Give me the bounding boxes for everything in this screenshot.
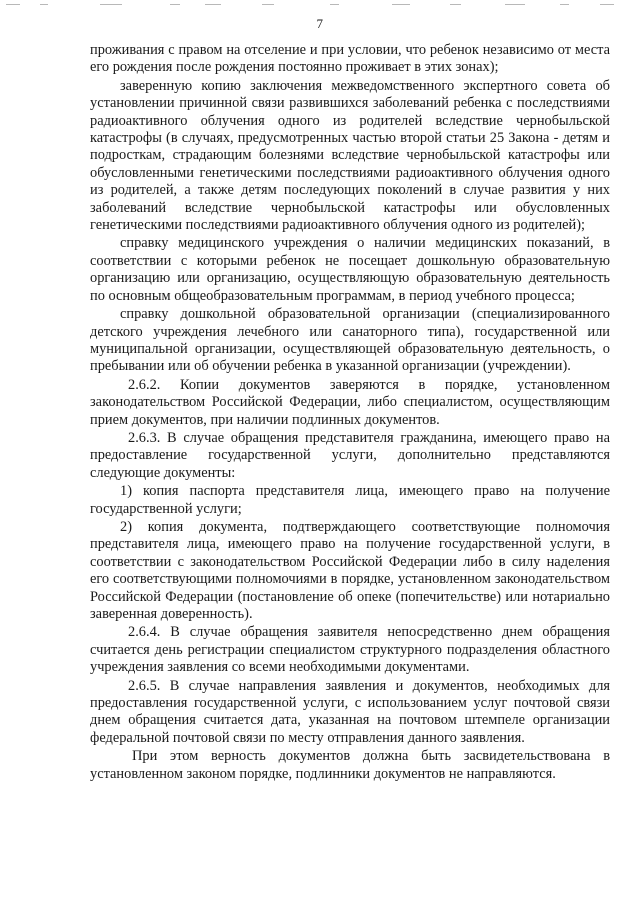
document-body — [90, 42, 610, 784]
section-2-6-4: 2.6.4. В случае обращения заявителя непосредственно днем обращения считается день регистрации специалистом структурного подразделения областного учреждения заявления со всеми необходимыми документами. — [90, 624, 610, 676]
list-item: 2) копия документа, подтверждающего соответствующие полномочия представителя лица, имеющего право на получение государственной услуги, в соответствии с законодательством Российской Федерации либо в силу наделения его соответствующими полномочиями в порядке, установленном законодательством Российской Федерации (постановление об опеке (попечительстве) или нотариально заверенная доверенность). — [90, 518, 610, 622]
section-2-6-5: 2.6.5. В случае направления заявления и документов, необходимых для предоставления государственной услуги, с использованием услуг почтовой связи днем обращения считается дата, указанная на почтовом штемпеле организации федеральной почтовой связи по месту отправления данного заявления. — [90, 677, 610, 746]
paragraph: проживания с правом на отселение и при условии, что ребенок независимо от места его рождения после рождения постоянно проживает в этих зонах); — [90, 42, 610, 76]
section-2-6-3: 2.6.3. В случае обращения представителя гражданина, имеющего право на предоставление государственной услуги, дополнительно представляются следующие документы: — [90, 429, 610, 481]
paragraph: При этом верность документов должна быть засвидетельствована в установленном законом порядке, подлинники документов не направляются. — [90, 748, 610, 782]
page-number: 7 — [316, 16, 324, 31]
paragraph: справку дошкольной образовательной организации (специализированного детского учреждения лечебного или санаторного типа), государственной или муниципальной организации, осуществляющей образовательную деятельность, о пребывании или об обучении ребенка в указанной организации (учреждении). — [90, 306, 610, 375]
paragraph: справку медицинского учреждения о наличии медицинских показаний, в соответствии с которыми ребенок не посещает дошкольную образовательную организацию или организацию, осуществляющую образовательную деятельность по основным общеобразовательным программам, в период учебного процесса; — [90, 235, 610, 304]
list-item: 1) копия паспорта представителя лица, имеющего право на получение государственной услуги; — [90, 483, 610, 517]
paragraph: заверенную копию заключения межведомственного экспертного совета об установлении причинной связи развившихся заболеваний ребенка с последствиями радиоактивного облучения одного из родителей вследствие чернобыльской катастрофы (в случаях, предусмотренных частью второй статьи 25 Закона - детям и подросткам, страдающим болезнями вследствие чернобыльской катастрофы или обусловленными генетическими последствиями радиоактивного облучения одного из родителей, а также детям последующих поколений в случае развития у них заболеваний вследствие чернобыльской катастрофы или обусловленных генетическими последствиями радиоактивного облучения одного из родителей); — [90, 77, 610, 234]
section-2-6-2: 2.6.2. Копии документов заверяются в порядке, установленном законодательством Российской Федерации, либо специалистом, осуществляющим прием документов, при наличии подлинных документов. — [90, 376, 610, 428]
scan-artifact-strip — [0, 2, 640, 8]
